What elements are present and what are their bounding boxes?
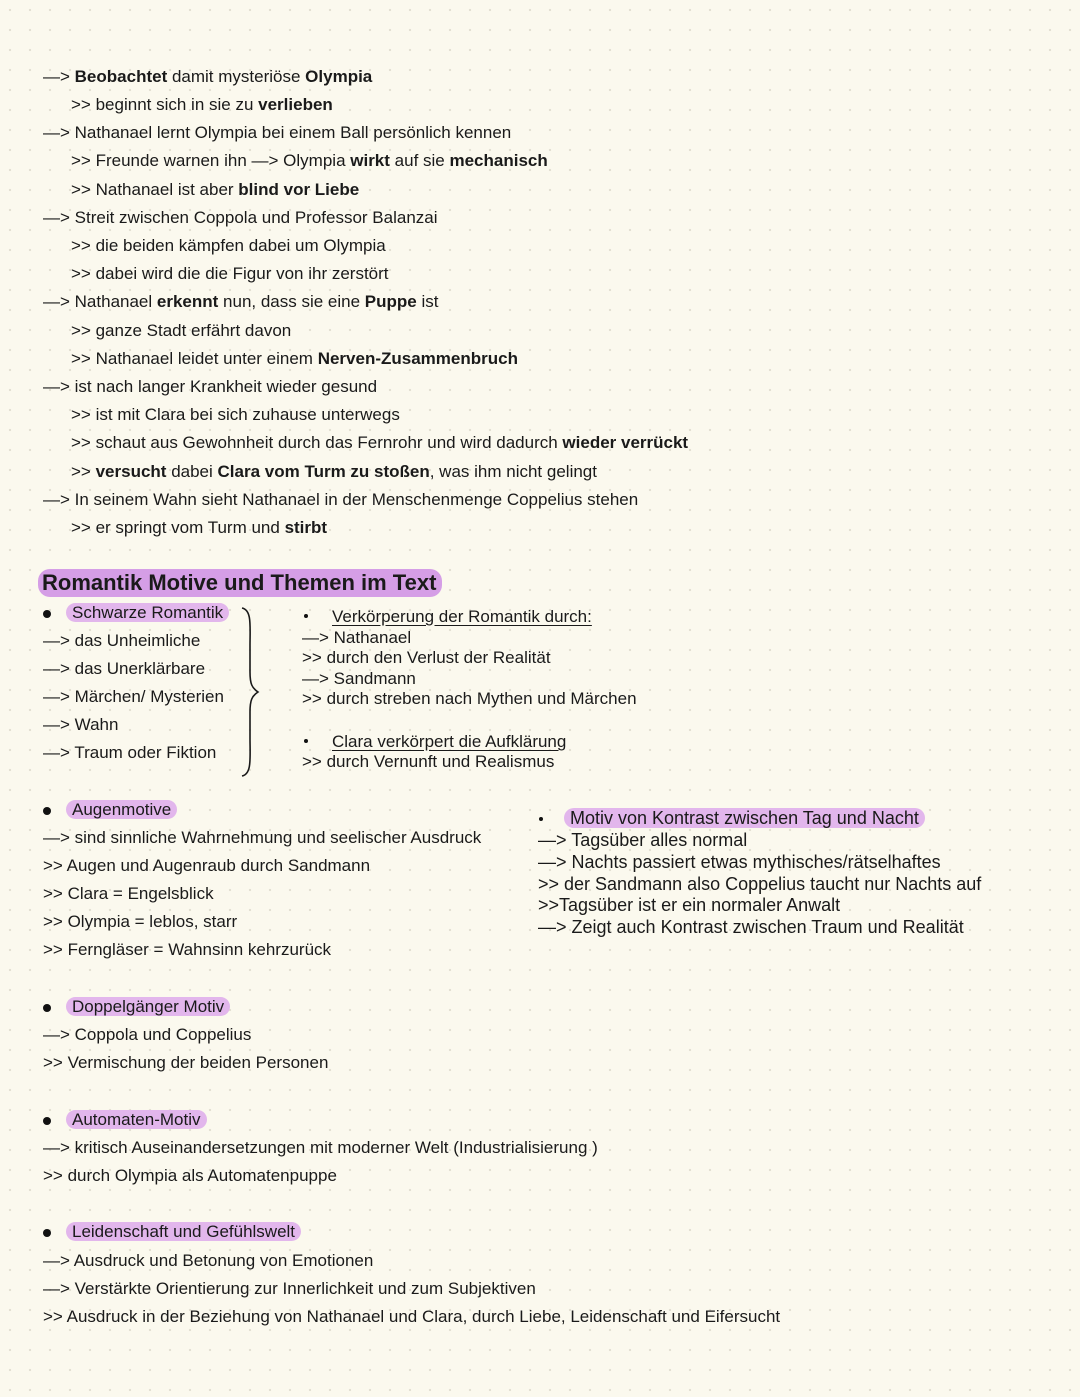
plot-line [71, 320, 291, 342]
plot-line [71, 404, 400, 426]
text-part: Nerven-Zusammenbruch [317, 349, 518, 368]
section-heading: Romantik Motive und Themen im Text [38, 569, 442, 597]
list-item: >> Augen und Augenraub durch Sandmann [43, 856, 371, 875]
line-prefix: >> [71, 95, 96, 114]
plot-line [43, 376, 377, 398]
list-item: >> der Sandmann also Coppelius taucht nur Nachts auf [538, 874, 982, 894]
list-item: >> durch Olympia als Automatenpuppe [43, 1166, 337, 1185]
text-part: dabei [166, 462, 218, 481]
line-prefix: >> [71, 151, 96, 170]
plot-line [71, 150, 548, 172]
line-prefix: —> [43, 292, 75, 311]
list-item: —> Ausdruck und Betonung von Emotionen [43, 1251, 374, 1270]
plot-line [43, 122, 511, 144]
line-prefix: —> [43, 208, 75, 227]
text-part: ist nach langer Krankheit wieder gesund [74, 377, 378, 396]
bullet [43, 1229, 51, 1237]
text-part: wieder verrückt [562, 433, 689, 452]
leidenschaft-title: Leidenschaft und Gefühlswelt [66, 1221, 301, 1243]
bullet [43, 1004, 51, 1012]
list-item: >> durch den Verlust der Realität [302, 648, 551, 667]
text-part: ist [416, 292, 439, 311]
text-part: Puppe [364, 292, 417, 311]
list-item: —> Verstärkte Orientierung zur Innerlichkeit und zum Subjektiven [43, 1279, 536, 1298]
text-part: erkennt [156, 292, 219, 311]
kontrast-title: Motiv von Kontrast zwischen Tag und Nacht [564, 808, 925, 829]
line-prefix: —> [43, 67, 75, 86]
line-prefix: —> [43, 123, 75, 142]
line-prefix: >> [71, 433, 96, 452]
line-prefix: >> [71, 462, 96, 481]
text-part: mechanisch [449, 151, 548, 170]
line-prefix: —> [43, 377, 75, 396]
line-prefix: >> [71, 236, 96, 255]
text-part: ist mit Clara bei sich zuhause unterwegs [95, 405, 400, 424]
text-part: stirbt [284, 518, 328, 537]
plot-line [43, 207, 438, 229]
bullet [304, 739, 308, 743]
list-item: >> Clara = Engelsblick [43, 884, 214, 903]
clara-title: Clara verkörpert die Aufklärung [332, 732, 567, 751]
list-item: —> das Unerklärbare [43, 659, 206, 678]
plot-line [71, 263, 389, 285]
text-part: verlieben [258, 95, 333, 114]
curly-brace [238, 606, 262, 778]
plot-line [71, 235, 386, 257]
plot-line [71, 517, 327, 539]
automaten-title: Automaten-Motiv [66, 1109, 207, 1131]
text-part: wirkt [350, 151, 390, 170]
list-item: —> Zeigt auch Kontrast zwischen Traum und Realität [538, 917, 964, 937]
plot-line [43, 489, 638, 511]
doppelgaenger-title: Doppelgänger Motiv [66, 996, 230, 1018]
plot-line [71, 348, 518, 370]
list-item: —> Sandmann [302, 669, 416, 688]
text-part: damit mysteriöse [167, 67, 306, 86]
schwarze-romantik-title: Schwarze Romantik [66, 602, 229, 624]
text-part: Beobachtet [74, 67, 168, 86]
text-part: Clara vom Turm zu stoßen [217, 462, 430, 481]
list-item: —> Märchen/ Mysterien [43, 687, 224, 706]
bullet [43, 807, 51, 815]
plot-line [43, 66, 372, 88]
list-item: —> das Unheimliche [43, 631, 201, 650]
plot-line [71, 461, 597, 483]
text-part: , was ihm nicht gelingt [429, 462, 597, 481]
line-prefix: >> [71, 349, 96, 368]
plot-line [71, 179, 359, 201]
list-item: >> Olympia = leblos, starr [43, 912, 238, 931]
bullet [43, 610, 51, 618]
text-part: Nathanael ist aber [95, 180, 239, 199]
line-prefix: >> [71, 264, 96, 283]
list-item: —> Nathanael [302, 628, 412, 647]
list-item: —> Tagsüber alles normal [538, 830, 748, 850]
text-part: Olympia [305, 67, 373, 86]
text-part: Nathanael lernt Olympia bei einem Ball persönlich kennen [74, 123, 512, 142]
text-part: blind vor Liebe [238, 180, 360, 199]
bullet [539, 817, 543, 821]
plot-line [43, 291, 438, 313]
plot-line [71, 94, 333, 116]
list-item: —> Traum oder Fiktion [43, 743, 217, 762]
list-item: —> Nachts passiert etwas mythisches/rätselhaftes [538, 852, 941, 872]
text-part: Streit zwischen Coppola und Professor Balanzai [74, 208, 438, 227]
list-item: —> kritisch Auseinandersetzungen mit moderner Welt (Industrialisierung ) [43, 1138, 598, 1157]
text-part: schaut aus Gewohnheit durch das Fernrohr und wird dadurch [95, 433, 563, 452]
text-part: ganze Stadt erfährt davon [95, 321, 292, 340]
text-part: Nathanael leidet unter einem [95, 349, 318, 368]
list-item: —> Wahn [43, 715, 119, 734]
list-item: >> Ferngläser = Wahnsinn kehrzurück [43, 940, 332, 959]
bullet [43, 1117, 51, 1125]
text-part: In seinem Wahn sieht Nathanael in der Menschenmenge Coppelius stehen [74, 490, 639, 509]
list-item: >> durch streben nach Mythen und Märchen [302, 689, 637, 708]
text-part: Nathanael [74, 292, 157, 311]
list-item: >> Ausdruck in der Beziehung von Nathanael und Clara, durch Liebe, Leidenschaft und Eifersucht [43, 1307, 781, 1326]
text-part: er springt vom Turm und [95, 518, 285, 537]
bullet [304, 614, 308, 618]
line-prefix: >> [71, 518, 96, 537]
text-part: dabei wird die die Figur von ihr zerstört [95, 264, 389, 283]
line-prefix: >> [71, 405, 96, 424]
text-part: Freunde warnen ihn —> Olympia [95, 151, 351, 170]
text-part: nun, dass sie eine [218, 292, 365, 311]
augenmotive-title: Augenmotive [66, 799, 177, 821]
text-part: die beiden kämpfen dabei um Olympia [95, 236, 386, 255]
list-item: —> Coppola und Coppelius [43, 1025, 252, 1044]
list-item: —> sind sinnliche Wahrnehmung und seelischer Ausdruck [43, 828, 482, 847]
line-prefix: —> [43, 490, 75, 509]
line-prefix: >> [71, 180, 96, 199]
list-item: >>Tagsüber ist er ein normaler Anwalt [538, 895, 841, 915]
list-item: >> durch Vernunft und Realismus [302, 752, 555, 771]
text-part: beginnt sich in sie zu [95, 95, 259, 114]
line-prefix: >> [71, 321, 96, 340]
list-item: >> Vermischung der beiden Personen [43, 1053, 329, 1072]
text-part: auf sie [389, 151, 450, 170]
text-part: versucht [95, 462, 167, 481]
plot-line [71, 432, 688, 454]
verkoerperung-title: Verkörperung der Romantik durch: [332, 607, 592, 626]
